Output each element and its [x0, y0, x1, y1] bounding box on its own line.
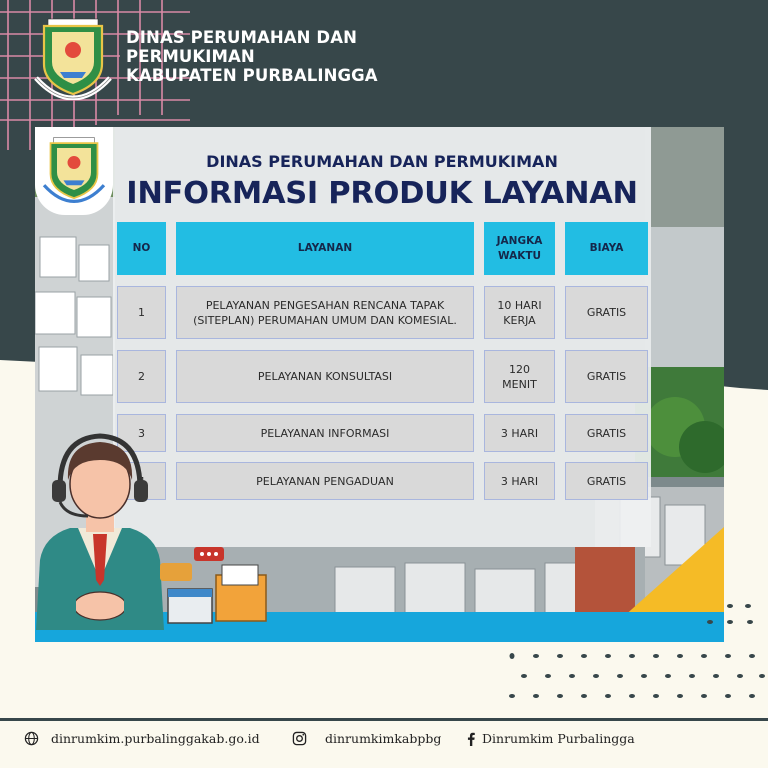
card-regency-logo [42, 135, 106, 203]
row-2-layanan: PELAYANAN KONSULTASI [176, 350, 474, 403]
row-3-layanan: PELAYANAN INFORMASI [176, 414, 474, 452]
footer-facebook[interactable] [466, 731, 635, 746]
header-line-2: PERMUKIMAN [126, 47, 255, 66]
instagram-icon [292, 731, 307, 746]
header-no: NO [117, 222, 166, 275]
row-1-biaya: GRATIS [565, 286, 648, 339]
row-2-no: 2 [117, 350, 166, 403]
row-2-waktu-line1: 120 [509, 362, 530, 376]
agency-header [126, 28, 378, 85]
row-1-no: 1 [117, 286, 166, 339]
row-4-waktu: 3 HARI [484, 462, 555, 500]
footer-divider [0, 718, 768, 721]
office-items-illustration [160, 545, 275, 625]
row-2-biaya: GRATIS [565, 350, 648, 403]
header-line-3: KABUPATEN PURBALINGGA [126, 66, 378, 85]
row-2-waktu [484, 350, 555, 403]
header-biaya: BIAYA [565, 222, 648, 275]
facebook-text: Dinrumkim Purbalingga [482, 731, 635, 746]
header-line-1: DINAS PERUMAHAN DAN [126, 28, 358, 47]
customer-service-illustration [30, 430, 170, 630]
row-3-waktu: 3 HARI [484, 414, 555, 452]
row-1-waktu-line2: KERJA [503, 313, 536, 327]
website-text: dinrumkim.purbalinggakab.go.id [51, 731, 260, 746]
footer-website[interactable] [24, 731, 260, 746]
header-jangka-line1: JANGKA [496, 234, 543, 247]
row-1-layanan [176, 286, 474, 339]
row-4-layanan: PELAYANAN PENGADUAN [176, 462, 474, 500]
row-4-biaya: GRATIS [565, 462, 648, 500]
row-2-waktu-line2: MENIT [502, 377, 537, 391]
row-1-waktu-line1: 10 HARI [497, 298, 542, 312]
header-jangka-waktu [484, 222, 555, 275]
instagram-text: dinrumkimkabpbg [325, 731, 442, 746]
card-title: INFORMASI PRODUK LAYANAN [126, 176, 638, 211]
row-3-no: 3 [117, 414, 166, 452]
globe-icon [24, 731, 39, 746]
regency-logo [34, 16, 112, 100]
row-1-layanan-line2: (SITEPLAN) PERUMAHAN UMUM DAN KOMESIAL. [193, 313, 457, 327]
row-3-biaya: GRATIS [565, 414, 648, 452]
card-subtitle: DINAS PERUMAHAN DAN PERMUKIMAN [206, 152, 558, 171]
footer-instagram[interactable] [292, 731, 441, 746]
header-jangka-line2: WAKTU [497, 249, 542, 262]
header-layanan: LAYANAN [176, 222, 474, 275]
row-1-waktu [484, 286, 555, 339]
row-1-layanan-line1: PELAYANAN PENGESAHAN RENCANA TAPAK [205, 298, 445, 312]
dot-pattern-decoration [500, 600, 768, 720]
facebook-icon [466, 732, 476, 746]
